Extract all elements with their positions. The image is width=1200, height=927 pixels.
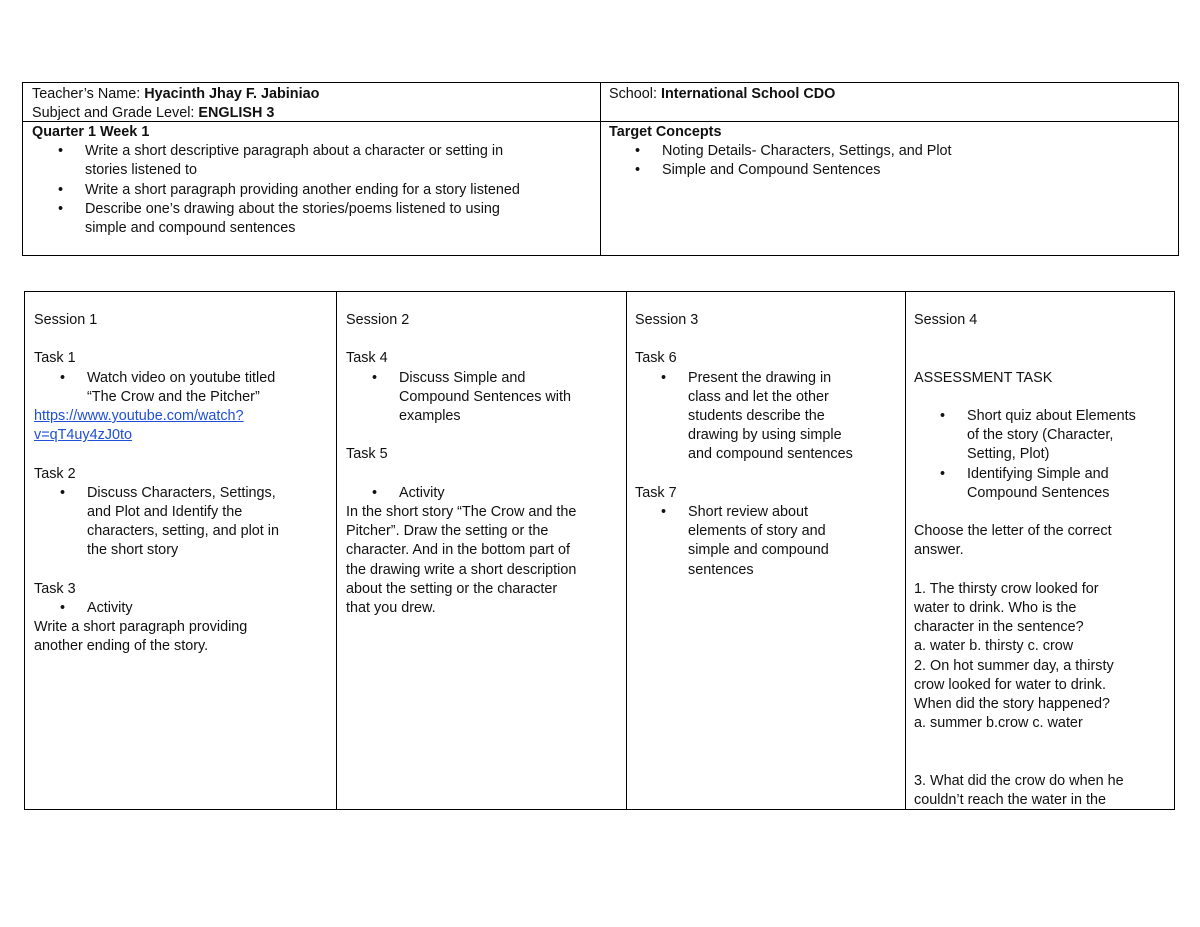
session-4-title: Session 4 xyxy=(914,312,978,328)
list-item xyxy=(609,161,1169,180)
subject-grade-value: ENGLISH 3 xyxy=(198,105,275,122)
teacher-name-value: Hyacinth Jhay F. Jabiniao xyxy=(144,86,320,102)
task-text: students describe the xyxy=(688,408,825,424)
task-text: characters, setting, and plot in xyxy=(87,523,279,540)
task-paragraph: that you drew. xyxy=(346,600,436,616)
concept-text: Simple and Compound Sentences xyxy=(662,162,881,179)
list-item-continuation xyxy=(635,561,905,580)
instruction-text: Choose the letter of the correct xyxy=(914,523,1112,540)
task-text: class and let the other xyxy=(688,388,829,405)
task-text: Short review about xyxy=(688,504,808,520)
school-line xyxy=(609,85,835,104)
bullet-icon: • xyxy=(60,369,66,386)
task-text: and compound sentences xyxy=(688,446,853,463)
list-item-continuation xyxy=(914,484,1174,503)
objectives-cell xyxy=(32,123,597,238)
school-value: International School CDO xyxy=(661,86,836,102)
list-item xyxy=(32,200,597,219)
bullet-icon: • xyxy=(940,407,946,424)
task-paragraph: about the setting or the character xyxy=(346,580,558,597)
quiz-question: 2. On hot summer day, a thirsty xyxy=(914,657,1114,674)
task-text: drawing by using simple xyxy=(688,427,842,444)
list-item xyxy=(32,142,597,161)
objective-text: simple and compound sentences xyxy=(85,220,296,236)
task-label: Task 2 xyxy=(34,465,76,482)
assessment-heading: ASSESSMENT TASK xyxy=(914,369,1053,386)
teacher-name-label: Teacher’s Name: xyxy=(32,86,145,102)
bullet-icon: • xyxy=(60,600,66,616)
quiz-question: couldn’t reach the water in the xyxy=(914,791,1106,808)
list-item xyxy=(346,484,626,503)
objective-text: Describe one’s drawing about the stories/poems listened to using xyxy=(85,200,500,217)
task-text: Discuss Simple and xyxy=(399,369,526,386)
task-paragraph: In the short story “The Crow and the xyxy=(346,503,577,520)
list-item-continuation xyxy=(346,388,626,407)
task-6-list xyxy=(635,369,905,465)
objective-text: Write a short descriptive paragraph about a character or setting in xyxy=(85,143,504,160)
bullet-icon: • xyxy=(60,484,66,501)
task-label: Task 6 xyxy=(635,350,677,367)
task-text: of the story (Character, xyxy=(967,427,1114,444)
youtube-link-continued[interactable]: v=qT4uy4zJ0to xyxy=(34,427,132,444)
teacher-info-cell xyxy=(32,85,319,123)
list-item xyxy=(32,181,597,200)
quiz-question: 3. What did the crow do when he xyxy=(914,772,1124,789)
session-3-title: Session 3 xyxy=(635,312,699,328)
task-text: Present the drawing in xyxy=(688,369,832,386)
task-text: Identifying Simple and xyxy=(967,465,1109,482)
task-text: “The Crow and the Pitcher” xyxy=(87,388,260,405)
task-7-list xyxy=(635,503,905,580)
school-label: School: xyxy=(609,86,661,102)
task-2-list xyxy=(34,484,334,561)
list-item-continuation xyxy=(635,388,905,407)
list-item-continuation xyxy=(32,219,597,238)
list-item xyxy=(635,369,905,388)
target-concepts-heading-text: Target Concepts xyxy=(609,124,722,140)
list-item-continuation xyxy=(32,161,597,180)
session-1-title: Session 1 xyxy=(34,312,98,328)
bullet-icon: • xyxy=(635,162,641,179)
session-3-column xyxy=(635,311,905,580)
session-column-divider xyxy=(905,292,906,809)
task-paragraph: Pitcher”. Draw the setting or the xyxy=(346,523,549,540)
bullet-icon: • xyxy=(58,200,64,217)
list-item-continuation xyxy=(346,407,626,426)
task-paragraph: another ending of the story. xyxy=(34,638,209,655)
task-text: Short quiz about Elements xyxy=(967,407,1136,424)
list-item xyxy=(34,599,334,618)
task-label: Task 3 xyxy=(34,580,76,597)
list-item-continuation xyxy=(34,522,334,541)
task-label: Task 1 xyxy=(34,350,76,367)
list-item-continuation xyxy=(34,388,334,407)
task-text: elements of story and xyxy=(688,523,826,540)
task-paragraph: Write a short paragraph providing xyxy=(34,619,248,636)
list-item xyxy=(635,503,905,522)
task-text: Setting, Plot) xyxy=(967,446,1050,463)
quiz-question: crow looked for water to drink. xyxy=(914,676,1106,693)
list-item xyxy=(34,484,334,503)
lesson-header-table xyxy=(22,82,1179,256)
target-concepts-list xyxy=(609,142,1169,180)
task-text: Discuss Characters, Settings, xyxy=(87,484,276,501)
task-text: examples xyxy=(399,408,461,424)
quiz-choices: a. summer b.crow c. water xyxy=(914,715,1083,732)
list-item-continuation xyxy=(34,541,334,560)
bullet-icon: • xyxy=(58,143,64,160)
bullet-icon: • xyxy=(58,181,64,198)
quiz-question: water to drink. Who is the xyxy=(914,599,1077,616)
task-text: Activity xyxy=(87,600,133,616)
quiz-question: When did the story happened? xyxy=(914,695,1111,712)
list-item xyxy=(914,407,1174,426)
instruction-text: answer. xyxy=(914,542,964,559)
task-text: simple and compound xyxy=(688,542,829,559)
list-item-continuation xyxy=(914,445,1174,464)
list-item-continuation xyxy=(635,522,905,541)
task-label: Task 5 xyxy=(346,446,388,463)
youtube-link[interactable]: https://www.youtube.com/watch? xyxy=(34,408,244,424)
session-4-column xyxy=(914,311,1174,810)
header-column-divider xyxy=(600,83,601,255)
teacher-name-line xyxy=(32,85,319,104)
quarter-heading xyxy=(32,123,597,142)
sessions-table xyxy=(24,291,1175,810)
list-item-continuation xyxy=(635,445,905,464)
target-concepts-cell xyxy=(609,123,1169,181)
task-4-list xyxy=(346,369,626,427)
list-item xyxy=(914,465,1174,484)
list-item-continuation xyxy=(635,426,905,445)
session-1-column xyxy=(34,311,334,657)
objectives-list xyxy=(32,142,597,238)
list-item xyxy=(346,369,626,388)
bullet-icon: • xyxy=(372,369,378,386)
list-item-continuation xyxy=(635,541,905,560)
task-3-list xyxy=(34,599,334,618)
list-item-continuation xyxy=(34,503,334,522)
bullet-icon: • xyxy=(372,484,378,501)
bullet-icon: • xyxy=(635,143,641,160)
task-text: Compound Sentences xyxy=(967,484,1110,501)
bullet-icon: • xyxy=(661,369,667,386)
objective-text: Write a short paragraph providing another ending for a story listened xyxy=(85,181,520,198)
task-text: the short story xyxy=(87,542,179,559)
list-item xyxy=(609,142,1169,161)
task-paragraph: character. And in the bottom part of xyxy=(346,542,570,559)
session-2-title: Session 2 xyxy=(346,312,410,328)
task-label: Task 4 xyxy=(346,350,388,367)
subject-grade-label: Subject and Grade Level: xyxy=(32,105,199,122)
quiz-choices: a. water b. thirsty c. crow xyxy=(914,638,1074,655)
list-item xyxy=(34,369,334,388)
task-text: Watch video on youtube titled xyxy=(87,369,276,386)
list-item-continuation xyxy=(914,426,1174,445)
task-text: Activity xyxy=(399,484,445,501)
target-concepts-heading xyxy=(609,123,1169,142)
session-column-divider xyxy=(336,292,337,809)
quiz-question: 1. The thirsty crow looked for xyxy=(914,580,1099,597)
bullet-icon: • xyxy=(661,504,667,520)
bullet-icon: • xyxy=(940,465,946,482)
quarter-heading-text: Quarter 1 Week 1 xyxy=(32,124,150,140)
quiz-question: character in the sentence? xyxy=(914,619,1084,636)
list-item-continuation xyxy=(635,407,905,426)
school-info-cell xyxy=(609,85,835,104)
objective-text: stories listened to xyxy=(85,162,197,179)
task-text: Compound Sentences with xyxy=(399,388,571,405)
task-1-list xyxy=(34,369,334,407)
assessment-list xyxy=(914,407,1174,503)
task-text: and Plot and Identify the xyxy=(87,504,243,520)
task-5-list xyxy=(346,484,626,503)
subject-grade-line xyxy=(32,104,319,123)
task-label: Task 7 xyxy=(635,484,677,501)
task-text: sentences xyxy=(688,561,754,578)
concept-text: Noting Details- Characters, Settings, and Plot xyxy=(662,143,952,160)
session-column-divider xyxy=(626,292,627,809)
task-paragraph: the drawing write a short description xyxy=(346,561,577,578)
session-2-column xyxy=(346,311,626,618)
